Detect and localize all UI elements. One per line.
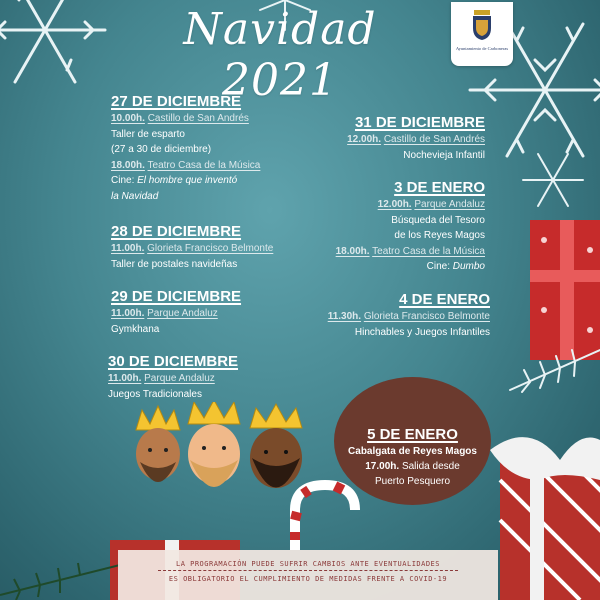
event-film-title: Dumbo (452, 261, 485, 272)
king-middle (188, 402, 240, 487)
day-30-diciembre (108, 352, 238, 402)
logo-name: Ayuntamiento de Carboneras (455, 46, 509, 51)
event-place: Glorieta Francisco Belmonte (363, 311, 490, 322)
three-kings-illustration (128, 402, 328, 517)
king-right (250, 404, 302, 488)
event-description: Juegos Tradicionales (108, 388, 202, 400)
event-time: 11.00h. (108, 373, 142, 384)
event-description: Nochevieja Infantil (403, 149, 485, 161)
king-left (136, 406, 180, 482)
day-29-diciembre (111, 287, 241, 337)
event-description: Hinchables y Juegos Infantiles (354, 326, 490, 338)
event-place: Parque Andaluz (147, 308, 218, 319)
event-description: Puerto Pesquero (374, 476, 451, 487)
event-description-prefix: Cine: (426, 261, 453, 272)
event-place: Teatro Casa de la Música (372, 245, 485, 257)
event-time: 11.30h. (327, 311, 362, 322)
day-31-diciembre (300, 113, 485, 163)
event-place: Parque Andaluz (144, 373, 215, 384)
event-description: Salida desde (401, 461, 460, 472)
event-description: de los Reyes Magos (394, 230, 485, 241)
event-time: 12.00h. (347, 134, 382, 145)
event-time: 10.00h. (111, 113, 145, 124)
event-time: 18.00h. (111, 159, 145, 171)
logo (451, 2, 513, 66)
event-film-title-cont: la Navidad (111, 190, 159, 202)
event-description: Búsqueda del Tesoro (391, 214, 485, 226)
pine-branch-decoration (500, 330, 600, 420)
notice-line-2: ES OBLIGATORIO EL CUMPLIMIENTO DE MEDIDAS FRENTE A COVID-19 (168, 575, 448, 583)
date-heading: 28 DE DICIEMBRE (111, 223, 242, 240)
date-heading: 3 DE ENERO (394, 179, 485, 196)
event-place: Castillo de San Andrés (383, 134, 485, 145)
snowflake-icon (0, 0, 110, 85)
date-heading: 30 DE DICIEMBRE (108, 353, 239, 370)
day-4-enero (300, 290, 490, 340)
event-place: Teatro Casa de la Música (147, 159, 261, 171)
date-heading: 27 DE DICIEMBRE (111, 93, 242, 110)
notice-line-1: LA PROGRAMACIÓN PUEDE SUFRIR CAMBIOS ANTE EVENTUALIDADES (175, 560, 440, 568)
day-3-enero (300, 178, 485, 275)
poster-title: Navidad 2021 (183, 4, 377, 106)
day-5-enero (334, 377, 491, 505)
event-description-prefix: Cine: (111, 175, 138, 186)
event-title: Cabalgata de Reyes Magos (348, 446, 477, 457)
event-description: Taller de postales navideñas (111, 258, 238, 270)
pine-branch-decoration (0, 555, 120, 600)
notice-box (118, 550, 498, 600)
event-time: 18.00h. (335, 245, 370, 257)
notice-divider (158, 570, 458, 571)
date-heading: 5 DE ENERO (367, 426, 458, 443)
event-place: Glorieta Francisco Belmonte (147, 243, 274, 254)
event-place: Parque Andaluz (414, 199, 485, 210)
event-description: Gymkhana (111, 323, 160, 335)
day-28-diciembre (111, 222, 273, 272)
event-place: Castillo de San Andrés (147, 113, 249, 124)
date-heading: 29 DE DICIEMBRE (111, 288, 242, 305)
event-time: 11.00h. (111, 243, 145, 254)
day-27-diciembre (111, 92, 260, 204)
date-heading: 31 DE DICIEMBRE (354, 114, 485, 131)
event-description: Taller de esparto (111, 128, 185, 140)
event-time: 17.00h. (365, 461, 400, 472)
event-time: 12.00h. (377, 199, 412, 210)
date-heading: 4 DE ENERO (399, 291, 490, 308)
event-film-title: El hombre que inventó (137, 175, 238, 186)
event-description: (27 a 30 de diciembre) (111, 144, 212, 155)
event-time: 11.00h. (111, 308, 145, 319)
coat-of-arms-icon (471, 10, 493, 40)
